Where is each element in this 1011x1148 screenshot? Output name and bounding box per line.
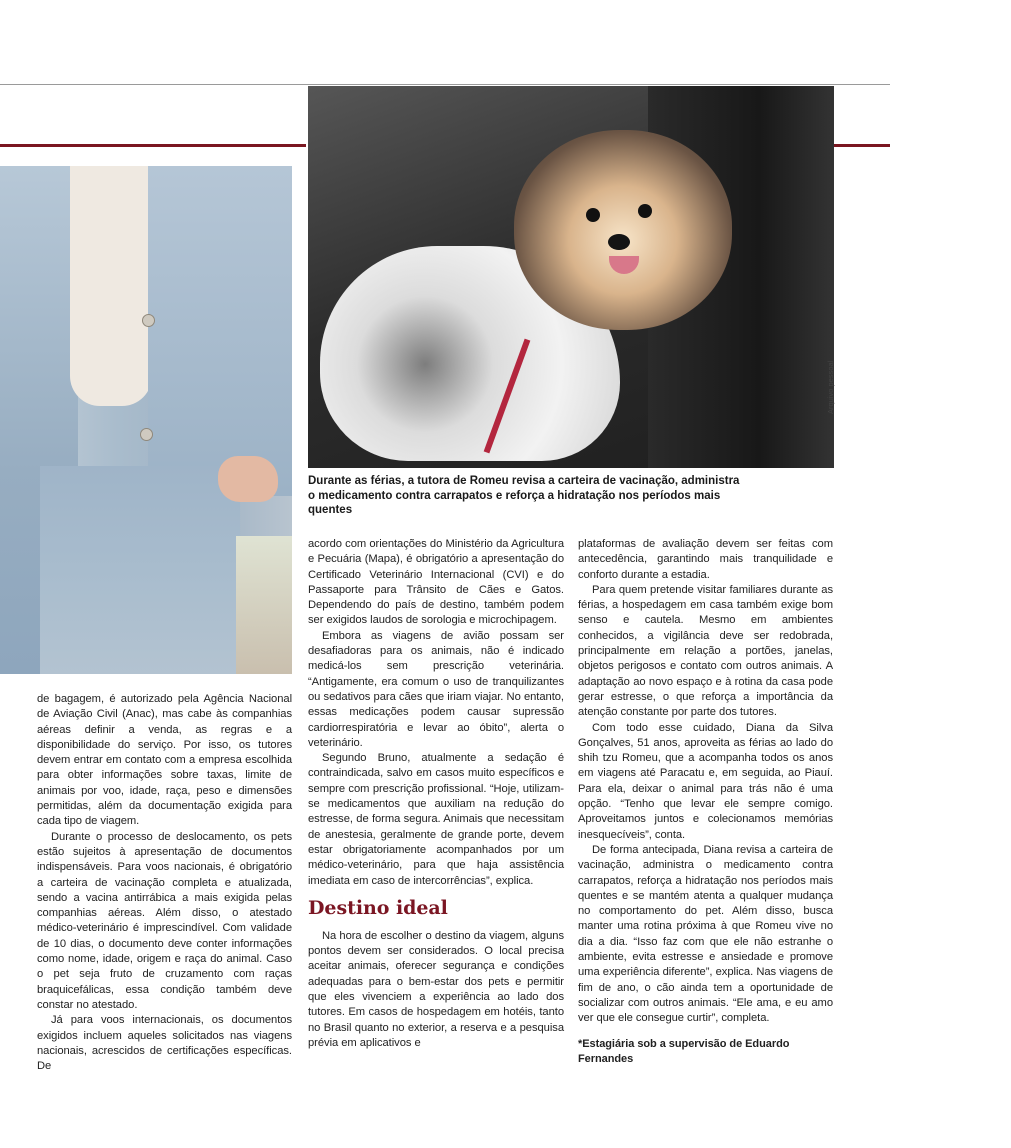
article-column-3	[578, 537, 833, 1067]
accent-rule-right	[834, 144, 890, 147]
paragraph: Durante o processo de deslocamento, os pets estão sujeitos à apresentação de documentos indispensáveis. Para voos nacionais, é obrigatório a carteira de vacinação completa e atualizada, sendo a vacina antirrábica a mais exigida pelas companhias aéreas. Além disso, o atestado médico-veterinário é imprescindível. Com validade de 10 dias, o documento deve conter informações como nome, idade, origem e raça do animal. Caso o pet seja fruto de cruzamento com raças braquicefálicas, essa condição também deve constar no atestado.	[37, 830, 292, 1011]
paragraph: Com todo esse cuidado, Diana da Silva Gonçalves, 51 anos, aproveita as férias ao lado do shih tzu Romeu, que a acompanha todos os anos em viagens até Paracatu e, em seguida, ao Piauí. Para ela, deixar o animal para trás não é uma opção. “Tenho que levar ele sempre comigo. Aproveitamos juntos e colecionamos memórias inesquecíveis”, conta.	[578, 721, 833, 841]
white-sweatshirt	[70, 166, 152, 406]
jeans	[40, 466, 240, 674]
dog-eye	[586, 208, 600, 222]
dog-head	[514, 130, 732, 330]
jacket-button	[140, 428, 153, 441]
paragraph: plataformas de avaliação devem ser feitas com antecedência, garantindo mais tranquilidade e conforto durante a estadia.	[578, 538, 833, 581]
photo-caption: Durante as férias, a tutora de Romeu revisa a carteira de vacinação, administra o medicamento contra carrapatos e reforça a hidratação nos períodos mais quentes	[308, 475, 740, 516]
paragraph: Embora as viagens de avião possam ser desafiadoras para os animais, não é indicado medicá-los sem prescrição veterinária. “Antigamente, era comum o uso de tranquilizantes ou sedativos para cães que iriam viajar. No entanto, essas medicações podem causar supressão cardiorrespiratória e levar ao óbito”, alerta o veterinário.	[308, 629, 564, 749]
accent-rule-left	[0, 144, 306, 147]
photo-credit: Arquivo pessoal	[826, 360, 835, 414]
jacket-right-panel	[148, 166, 292, 496]
jacket-button	[142, 314, 155, 327]
article-column-1	[37, 692, 292, 1074]
hand	[218, 456, 278, 502]
dog-nose	[608, 234, 630, 250]
author-credit: *Estagiária sob a supervisão de Eduardo Fernandes	[578, 1037, 790, 1065]
section-heading: Destino ideal	[308, 896, 448, 919]
paragraph: Já para voos internacionais, os documentos exigidos incluem aqueles solicitados nas viagens nacionais, acrescidos de certificações específicas. De	[37, 1014, 292, 1073]
denim-jacket-photo	[0, 166, 292, 674]
paragraph: Para quem pretende visitar familiares durante as férias, a hospedagem em casa também exige bom senso e cautela. Mesmo em ambientes conhecidos, a vigilância deve ser redobrada, principalmente em relação a portões, janelas, objetos perigosos e contato com outros animais. A adaptação ao novo espaço e à rotina da casa pode gerar estresse, o que reforça a importância da atenção constante por parte dos tutores.	[578, 583, 833, 719]
paragraph: De forma antecipada, Diana revisa a carteira de vacinação, administra o medicamento contra carrapatos, reforça a hidratação nos períodos mais quentes e se mantém atenta a qualquer mudança no comportamento do pet. Além disso, busca manter uma rotina próxima à que Romeu vive no dia a dia. “Isso faz com que ele não estranhe o ambiente, evita estresse e ansiedade e promove uma experiência diferente”, explica. Nas viagens de fim de ano, o cão ainda tem a oportunidade de socializar com outros animais. “Ele ama, e eu amo ver que ele consegue curtir”, completa.	[578, 843, 833, 1025]
paragraph: Segundo Bruno, atualmente a sedação é contraindicada, salvo em casos muito específicos e sempre com prescrição profissional. “Hoje, utilizam-se medicamentos que auxiliam na redução do estresse, de forma segura. Animais que necessitam de anestesia, geralmente de grande porte, devem estar obrigatoriamente acompanhados por um médico-veterinário, para que haja assistência imediata em caso de intercorrências”, explica.	[308, 752, 564, 887]
background-detail	[236, 536, 292, 674]
paragraph: Na hora de escolher o destino da viagem, alguns pontos devem ser considerados. O local precisa aceitar animais, oferecer segurança e condições adequadas para o bem-estar dos pets e permitir que eles vivenciem a experiência ao lado dos tutores. Em casos de hospedagem em hotéis, tanto no Brasil quanto no exterior, a reserva e a pesquisa prévia em aplicativos e	[308, 929, 564, 1049]
dog-eye	[638, 204, 652, 218]
article-column-2	[308, 537, 564, 1051]
dog-in-car-photo	[308, 86, 834, 468]
top-rule	[0, 84, 890, 85]
paragraph: acordo com orientações do Ministério da Agricultura e Pecuária (Mapa), é obrigatório a apresentação do Certificado Veterinário Internacional (CVI) e do Passaporte para Trânsito de Cães e Gatos. Dependendo do país de destino, também podem ser exigidos laudos de sorologia e microchipagem.	[308, 538, 564, 627]
paragraph: de bagagem, é autorizado pela Agência Nacional de Aviação Civil (Anac), mas cabe às companhias aéreas definir a venda, as regras e a disponibilidade do serviço. Por isso, os tutores devem entrar em contato com a empresa escolhida para obter informações sobre taxas, limite de animais por voo, idade, raça, peso e dimensões permitidas, além da documentação exigida para cada tipo de viagem.	[37, 693, 292, 828]
